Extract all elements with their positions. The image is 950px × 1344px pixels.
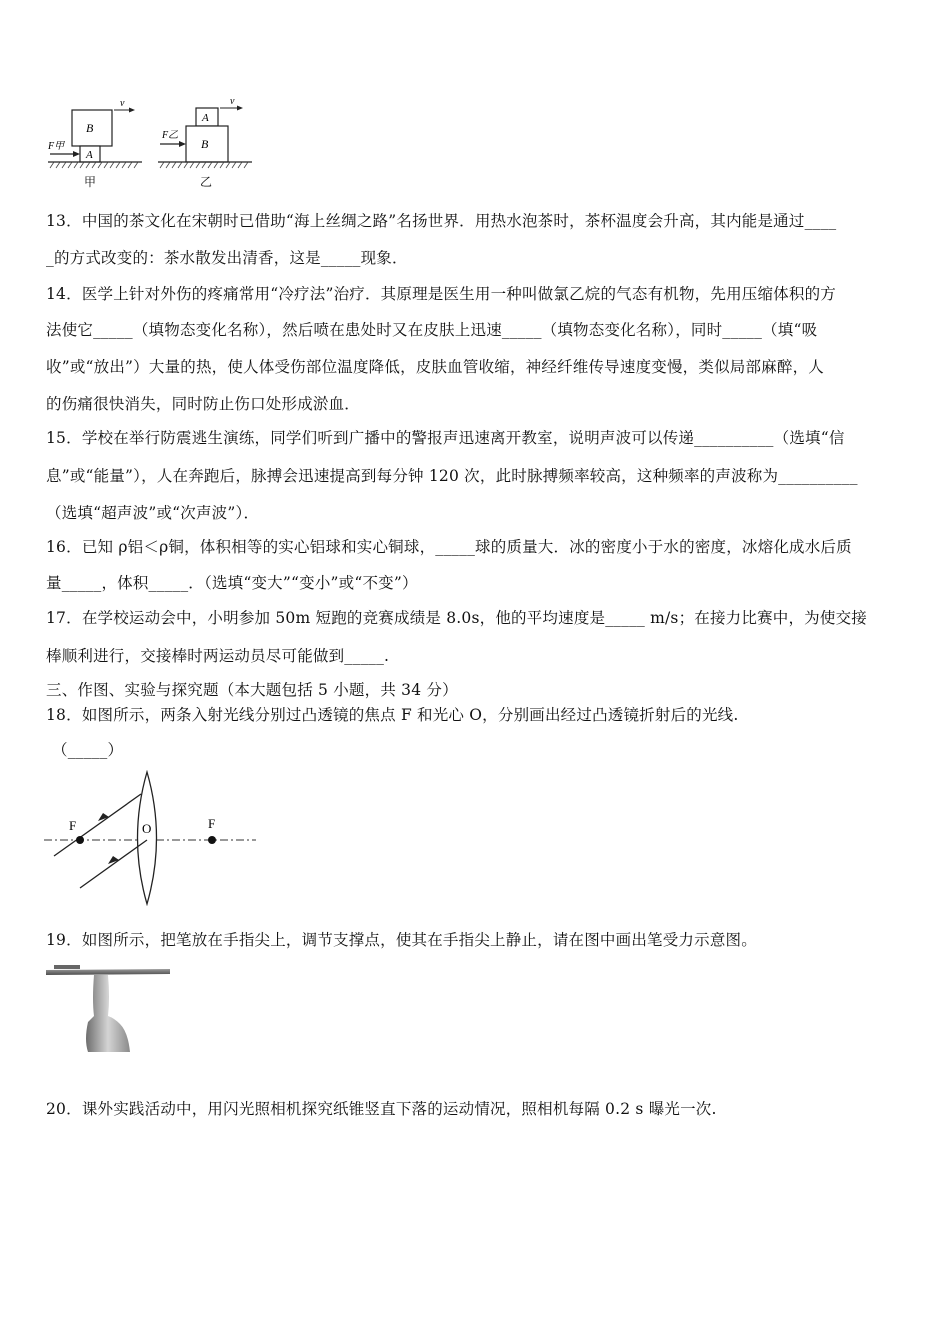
focus-label-left: F <box>69 818 77 833</box>
incident-ray-through-focus <box>54 794 141 856</box>
q14-line-1: 14．医学上针对外伤的疼痛常用“冷疗法”治疗．其原理是医生用一种叫做氯乙烷的气态有机物，先用压缩体积的方 <box>46 285 836 303</box>
q16-line-2: 量_____，体积_____．（选填“变大”“变小”或“不变”） <box>46 574 418 592</box>
ground-hatch-jia <box>50 162 138 168</box>
q16-line-1: 16．已知 ρ铝＜ρ铜，体积相等的实心铝球和实心铜球，_____球的质量大．冰的密度小于水的密度，冰熔化成水后质 <box>46 538 852 556</box>
velocity-arrowhead-yi <box>237 106 243 111</box>
block-b-yi-label: B <box>201 137 209 151</box>
q14-line-4: 的伤痛很快消失，同时防止伤口处形成淤血． <box>46 395 361 413</box>
q13-line-1: 13．中国的茶文化在宋朝时已借助“海上丝绸之路”名扬世界．用热水泡茶时，茶杯温度会升高，其内能是通过____ <box>46 212 837 230</box>
focus-label-right: F <box>208 816 216 831</box>
q20-line-1: 20．课外实践活动中，用闪光照相机探究纸锥竖直下落的运动情况，照相机每隔 0.2 s 曝光一次. <box>46 1100 717 1118</box>
focus-point-right <box>208 836 216 844</box>
q13-line-2: _的方式改变的：茶水散发出清香，这是_____现象． <box>46 249 408 267</box>
blocks-figure <box>44 96 256 192</box>
lens-figure <box>44 770 256 906</box>
optical-center-label: O <box>142 821 152 836</box>
focus-point-left <box>76 836 84 844</box>
velocity-arrowhead-jia <box>129 108 135 113</box>
block-b-jia-label: B <box>86 121 94 135</box>
force-arrowhead-jia <box>73 151 80 157</box>
pen-on-finger-figure <box>44 960 174 1056</box>
caption-yi: 乙 <box>200 175 213 189</box>
caption-jia: 甲 <box>84 175 97 189</box>
ground-hatch-yi <box>160 162 248 168</box>
incident-ray-through-focus-arrowhead <box>98 813 109 821</box>
velocity-label-yi: v <box>230 96 235 107</box>
q14-line-3: 收”或“放出”）大量的热，使人体受伤部位温度降低，皮肤血管收缩，神经纤维传导速度变慢，类似局部麻醉，人 <box>46 358 824 376</box>
force-label-yi: F乙 <box>162 130 179 141</box>
incident-ray-through-center-arrowhead <box>108 856 119 864</box>
q14-line-2: 法使它_____（填物态变化名称），然后喷在患处时又在皮肤上迅速_____（填物态变化名称），同时_____（填“吸 <box>46 321 818 339</box>
q18-line-1: 18．如图所示，两条入射光线分别过凸透镜的焦点 F 和光心 O，分别画出经过凸透镜折射后的光线. <box>46 706 739 724</box>
q19-line-1: 19．如图所示，把笔放在手指尖上，调节支撑点，使其在手指尖上静止，请在图中画出笔受力示意图。 <box>46 931 757 949</box>
q17-line-2: 棒顺利进行，交接棒时两运动员尽可能做到_____. <box>46 647 390 665</box>
q15-line-1: 15．学校在举行防震逃生演练，同学们听到广播中的警报声迅速离开教室，说明声波可以传递__________（选填“信 <box>46 429 845 447</box>
q15-line-2: 息”或“能量”），人在奔跑后，脉搏会迅速提高到每分钟 120 次，此时脉搏频率较高，这种频率的声波称为__________ <box>46 467 858 485</box>
pen-body <box>46 969 170 975</box>
force-arrowhead-yi <box>179 141 186 147</box>
q15-line-3: （选填“超声波”或“次声波”）． <box>46 504 260 522</box>
hand-finger <box>86 975 130 1052</box>
pen-clip <box>54 965 80 969</box>
block-a-yi-label: A <box>202 112 209 124</box>
q17-line-1: 17．在学校运动会中，小明参加 50m 短跑的竞赛成绩是 8.0s，他的平均速度是_____ m/s；在接力比赛中，为使交接 <box>46 609 867 627</box>
force-label-jia: F甲 <box>48 141 65 152</box>
incident-ray-through-center <box>80 840 147 888</box>
convex-lens <box>138 772 157 904</box>
q18-answer-blank: （_____） <box>52 741 124 759</box>
block-a-jia-label: A <box>86 149 93 161</box>
velocity-label-jia: v <box>120 98 125 109</box>
section-3-heading: 三、作图、实验与探究题（本大题包括 5 小题，共 34 分） <box>46 681 458 699</box>
